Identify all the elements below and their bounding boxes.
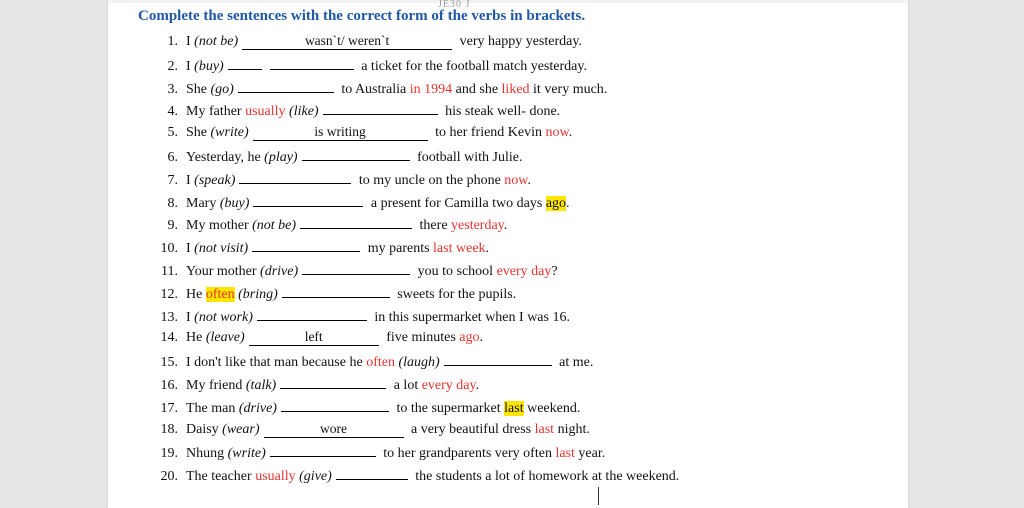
item-suffix: the students a lot of homework at the weekend.	[411, 469, 680, 485]
answer-blank-2[interactable]	[270, 54, 354, 70]
item-prefix: My father	[186, 104, 246, 120]
item-prefix: She	[186, 125, 211, 141]
answer-blank[interactable]: wasn`t/ weren`t	[242, 34, 452, 50]
item-suffix-3: .	[485, 241, 490, 257]
verb-in-brackets: (go)	[210, 81, 234, 97]
item-number: 13.	[160, 309, 178, 325]
item-prefix: He	[186, 330, 206, 346]
item-text	[186, 396, 580, 421]
item-text	[186, 419, 590, 442]
item-text	[186, 327, 483, 350]
item-prefix: The teacher	[186, 469, 256, 485]
item-suffix: a ticket for the football match yesterday.	[357, 58, 587, 74]
item-text	[186, 145, 522, 170]
text-cursor	[598, 487, 599, 505]
item-suffix: five minutes	[382, 330, 460, 346]
highlight-word: last	[504, 400, 524, 416]
answer-blank[interactable]	[252, 236, 360, 252]
exercise-item	[138, 99, 898, 122]
verb-in-brackets: (give)	[299, 469, 332, 485]
item-prefix: My mother	[186, 218, 253, 234]
item-number: 5.	[167, 125, 178, 141]
item-suffix: to her friend Kevin	[431, 125, 546, 141]
item-number: 12.	[160, 286, 178, 302]
item-number: 20.	[160, 469, 178, 485]
highlight-word: usually	[245, 104, 286, 120]
verb-in-brackets: (laugh)	[398, 355, 440, 371]
answer-blank[interactable]	[253, 191, 363, 207]
item-text	[186, 168, 531, 193]
item-text	[186, 191, 570, 216]
item-suffix: to her grandparents very often	[379, 446, 556, 462]
exercise-item	[138, 464, 898, 487]
exercise-list	[138, 31, 898, 487]
item-suffix: sweets for the pupils.	[393, 286, 517, 302]
highlight-word: usually	[255, 469, 296, 485]
item-suffix: a present for Camilla two days	[367, 195, 546, 211]
item-suffix-3: .	[503, 218, 508, 234]
exercise-item	[138, 350, 898, 373]
verb-in-brackets: (drive)	[238, 400, 277, 416]
item-prefix: Mary	[186, 195, 220, 211]
highlight-word: last	[555, 446, 575, 462]
item-number: 16.	[160, 377, 178, 393]
item-suffix: at me.	[555, 355, 594, 371]
item-prefix: Daisy	[186, 421, 223, 437]
exercise-item	[138, 122, 898, 145]
item-prefix: My friend	[186, 377, 246, 393]
verb-in-brackets: (not be)	[194, 34, 239, 49]
item-suffix: a lot	[390, 377, 422, 393]
exercise-item	[138, 259, 898, 282]
highlight-word: now	[504, 172, 528, 188]
item-suffix-3: .	[479, 330, 484, 346]
item-prefix: I	[186, 58, 195, 74]
item-text	[186, 464, 679, 489]
item-text	[186, 54, 587, 79]
item-suffix: his steak well- done.	[441, 104, 561, 120]
answer-blank[interactable]	[228, 54, 262, 70]
exercise-item	[138, 77, 898, 100]
answer-blank[interactable]	[270, 441, 376, 457]
highlight-word: every day	[421, 377, 476, 393]
exercise-item	[138, 327, 898, 350]
item-suffix-3: it very much.	[529, 81, 608, 97]
answer-blank[interactable]	[302, 259, 410, 275]
header-fragment: JE30 J	[438, 0, 471, 10]
item-number: 11.	[161, 263, 178, 279]
item-number: 2.	[167, 58, 178, 74]
answer-blank[interactable]	[302, 145, 410, 161]
highlight-word: ago	[545, 195, 567, 211]
answer-blank[interactable]	[280, 373, 386, 389]
highlight-word: often	[205, 286, 235, 302]
highlight-word: now	[545, 125, 569, 141]
item-suffix-3: ?	[551, 263, 558, 279]
item-text	[186, 99, 560, 124]
highlight-word: ago	[459, 330, 480, 346]
verb-in-brackets: (not visit)	[194, 241, 249, 257]
answer-blank[interactable]	[336, 464, 408, 480]
verb-in-brackets: (like)	[289, 104, 319, 120]
highlight-word: liked	[501, 81, 530, 97]
verb-in-brackets: (drive)	[260, 263, 299, 279]
item-prefix: I	[186, 172, 195, 188]
item-number: 10.	[160, 241, 178, 257]
item-suffix-3: .	[568, 125, 573, 141]
item-number: 17.	[160, 400, 178, 416]
answer-blank[interactable]	[282, 282, 390, 298]
item-number: 1.	[167, 34, 178, 49]
item-text	[186, 236, 489, 261]
verb-in-brackets: (talk)	[245, 377, 277, 393]
highlight-word: every day	[496, 263, 552, 279]
item-number: 19.	[160, 446, 178, 462]
exercise-item	[138, 373, 898, 396]
exercise-item	[138, 441, 898, 464]
item-prefix: I don't like that man because he	[186, 355, 367, 371]
item-prefix: I	[186, 309, 195, 325]
item-suffix-3: .	[566, 195, 570, 211]
verb-in-brackets: (bring)	[238, 286, 278, 302]
item-suffix: to the supermarket	[392, 400, 505, 416]
answer-blank[interactable]	[444, 350, 552, 366]
item-number: 9.	[167, 218, 178, 234]
highlight-word: often	[366, 355, 395, 371]
item-suffix: my parents	[364, 241, 434, 257]
item-text	[186, 373, 479, 398]
item-prefix: I	[186, 241, 195, 257]
verb-in-brackets: (speak)	[194, 172, 236, 188]
verb-in-brackets: (leave)	[205, 330, 245, 346]
exercise-item	[138, 168, 898, 191]
item-suffix: to Australia	[337, 81, 410, 97]
item-number: 3.	[167, 81, 178, 97]
exercise-item	[138, 305, 898, 328]
verb-in-brackets: (write)	[210, 125, 249, 141]
verb-in-brackets: (buy)	[194, 58, 224, 74]
page-top-strip	[108, 0, 908, 10]
answer-blank[interactable]	[257, 305, 367, 321]
highlight-word: yesterday	[451, 218, 504, 234]
answer-blank[interactable]	[300, 213, 412, 229]
exercise-item	[138, 236, 898, 259]
item-text	[186, 213, 507, 238]
verb-in-brackets: (not work)	[194, 309, 253, 325]
answer-blank[interactable]	[238, 77, 334, 93]
highlight-word: last	[534, 421, 555, 437]
item-text	[186, 259, 558, 284]
verb-in-brackets: (wear)	[222, 421, 260, 437]
highlight-word: in 1994	[409, 81, 453, 97]
answer-blank[interactable]: wore	[264, 422, 404, 438]
item-number: 4.	[167, 104, 178, 120]
item-number: 6.	[167, 149, 178, 165]
item-text	[186, 31, 582, 54]
item-suffix-3: night.	[554, 421, 590, 437]
item-number: 18.	[160, 421, 178, 437]
item-suffix-3: weekend.	[523, 400, 581, 416]
item-text	[186, 122, 572, 145]
exercise-item	[138, 191, 898, 214]
item-prefix: He	[186, 286, 206, 302]
answer-blank[interactable]	[239, 168, 351, 184]
exercise-item	[138, 419, 898, 442]
exercise-title: Complete the sentences with the correct form of the verbs in brackets.	[138, 8, 586, 24]
document-page	[108, 0, 908, 508]
exercise-item	[138, 54, 898, 77]
item-prefix: Yesterday, he	[186, 149, 265, 165]
answer-blank[interactable]	[281, 396, 389, 412]
exercise-item	[138, 213, 898, 236]
verb-in-brackets: (write)	[227, 446, 266, 462]
item-suffix: you to school	[414, 263, 497, 279]
item-text	[186, 305, 570, 330]
item-number: 8.	[167, 195, 178, 211]
item-prefix: I	[186, 34, 195, 49]
exercise-item	[138, 282, 898, 305]
item-prefix: The man	[186, 400, 239, 416]
item-suffix-2: and she	[452, 81, 502, 97]
item-prefix: Your mother	[186, 263, 261, 279]
answer-blank[interactable]: is writing	[253, 125, 428, 141]
exercise-item	[138, 31, 898, 54]
item-suffix: in this supermarket when I was 16.	[370, 309, 570, 325]
highlight-word: last week	[433, 241, 486, 257]
item-suffix: a very beautiful dress	[407, 421, 535, 437]
item-suffix: very happy yesterday.	[456, 34, 582, 49]
item-number: 14.	[160, 330, 178, 346]
item-suffix-3: .	[475, 377, 480, 393]
answer-blank[interactable]: left	[249, 330, 379, 346]
item-number: 15.	[160, 355, 178, 371]
verb-in-brackets: (not be)	[252, 218, 297, 234]
verb-in-brackets: (play)	[264, 149, 298, 165]
item-suffix-3: .	[527, 172, 531, 188]
item-text	[186, 350, 593, 375]
item-text	[186, 441, 605, 466]
item-prefix: She	[186, 81, 211, 97]
item-number: 7.	[167, 172, 178, 188]
item-text	[186, 282, 516, 307]
item-text	[186, 77, 607, 102]
verb-in-brackets: (buy)	[219, 195, 250, 211]
item-suffix: there	[416, 218, 452, 234]
exercise-item	[138, 145, 898, 168]
exercise-item	[138, 396, 898, 419]
answer-blank[interactable]	[323, 99, 438, 115]
item-suffix: to my uncle on the phone	[355, 172, 505, 188]
item-suffix: football with Julie.	[413, 149, 523, 165]
item-suffix-3: year.	[574, 446, 606, 462]
item-prefix: Nhung	[186, 446, 228, 462]
